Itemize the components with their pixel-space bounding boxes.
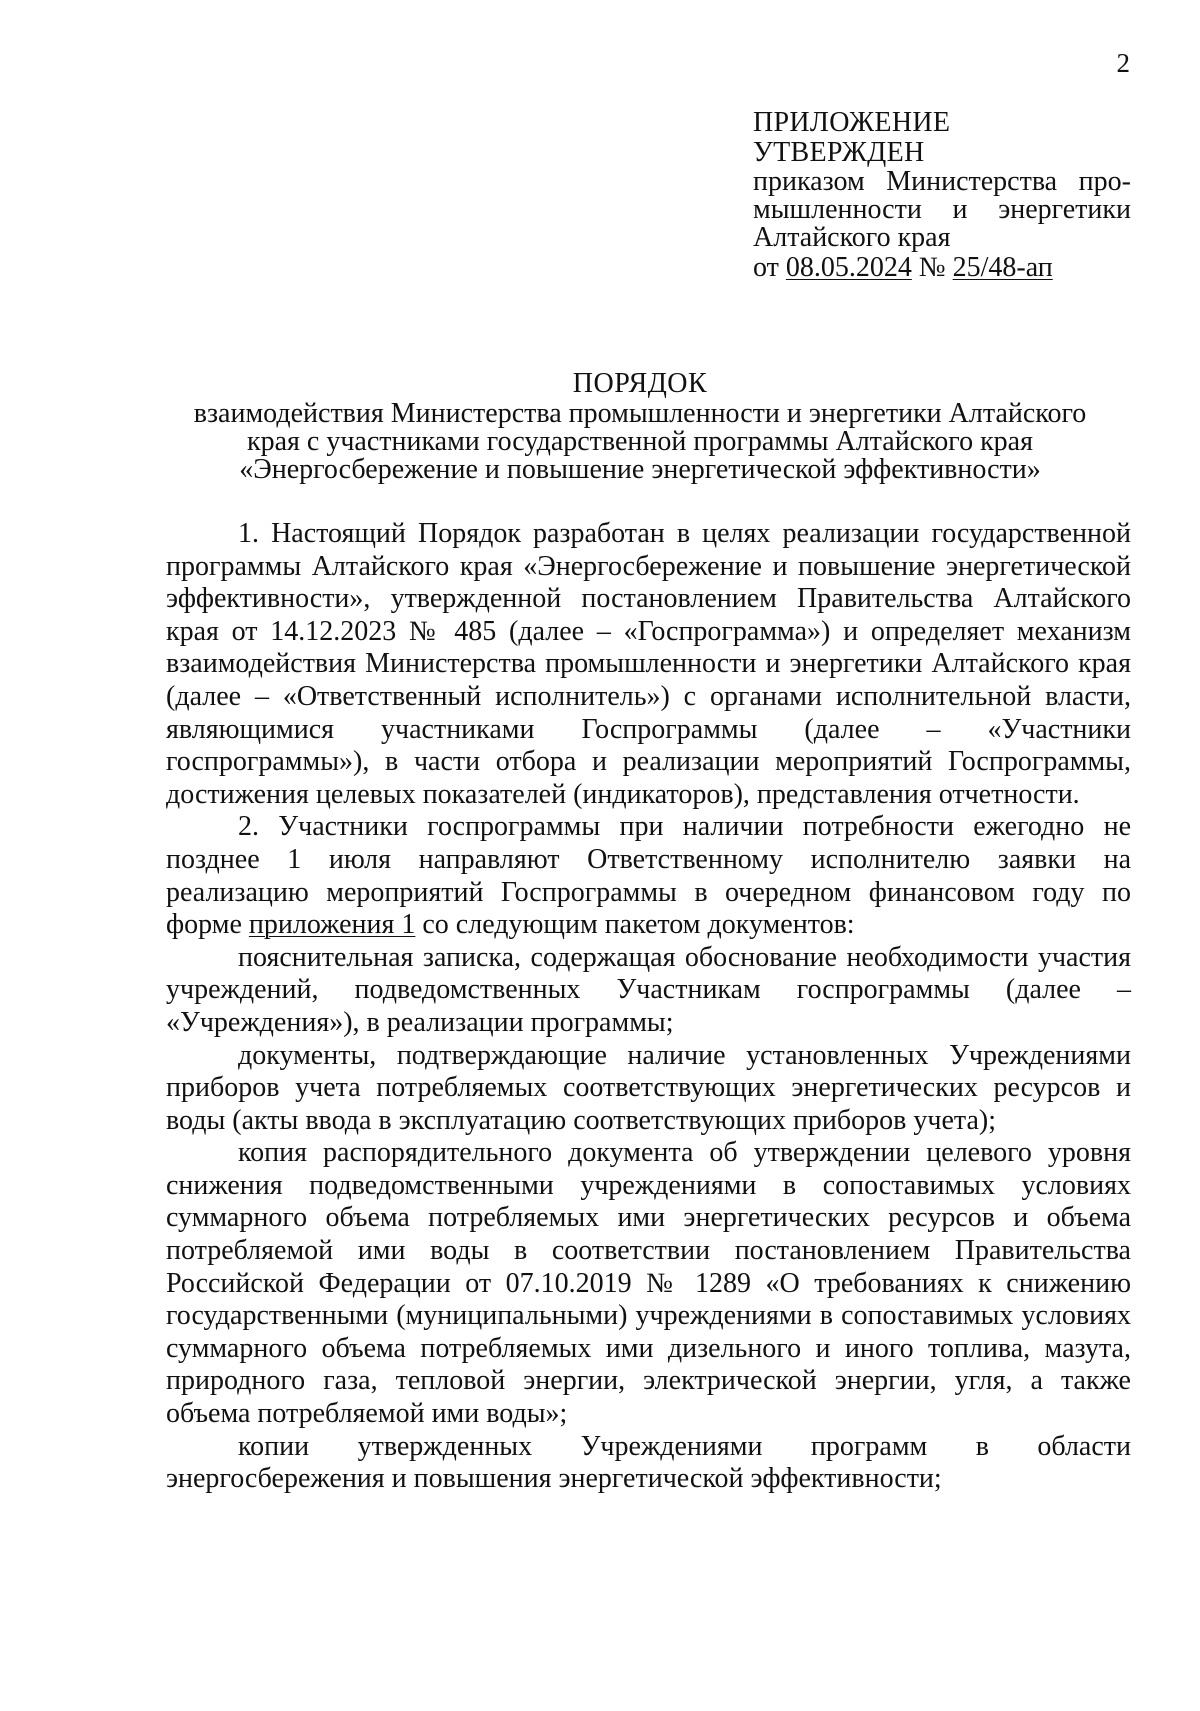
date-prefix: от [753, 252, 779, 283]
paragraph-1: 1. Настоящий Порядок разработан в целях реализации государственной программы Алтайского края «Энергосбережение и повышение энергетической эффективности», утвержденной постановлением Правительства Алтайского края от 14.12.2023 № 485 (далее – «Госпрограмма») и определяет механизм взаимодействия Министерства промышленности и энергетики Алтайского края (далее – «Ответственный исполнитель») с органами исполнительной власти, являющимися участниками Госпрограммы (далее – «Участники госпрограммы»), в части отбора и реализации мероприятий Госпрограммы, достижения целевых показателей (индикаторов), представления отчетности. [166, 518, 1131, 810]
document-subtitle-line-2: края с участниками государственной программы Алтайского края [247, 426, 1033, 457]
document-subtitle-line-1: взаимодействия Министерства промышленности и энергетики Алтайского [193, 398, 1087, 429]
approval-body [753, 168, 1131, 252]
appendix-1-link: приложения 1 [248, 909, 416, 941]
approval-block [753, 108, 1131, 284]
document-body [166, 518, 1131, 1496]
approval-number: 25/48-ап [952, 252, 1053, 283]
list-item-explanatory-note: пояснительная записка, содержащая обоснование необходимости участия учреждений, подведомственных Участникам госпрограммы (далее – «Учреждения»), в реализации программы; [166, 941, 1131, 1038]
number-sign: № [918, 252, 946, 283]
approval-body-line-3: Алтайского края [753, 222, 951, 253]
list-item-target-level-order: копия распорядительного документа об утверждении целевого уровня снижения подведомственными учреждениями в сопоставимых условиях суммарного объема потребляемых ими энергетических ресурсов и объема потребляемой ими воды в соответствии постановлением Правительства Российской Федерации от 07.10.2019 № 1289 «О требованиях к снижению государственными (муниципальными) учреждениями в сопоставимых условиях суммарного объема потребляемых ими дизельного и иного топлива, мазута, природного газа, тепловой энергии, электрической энергии, угля, а также объема потребляемой ими воды»; [166, 1137, 1131, 1430]
list-item-metering-documents: документы, подтверждающие наличие установленных Учреждениями приборов учета потребляемых соответствующих энергетических ресурсов и воды (акты ввода в эксплуатацию соответствующих приборов учета); [166, 1039, 1131, 1136]
approval-body-line-1: приказом Министерства про- [753, 166, 1131, 197]
paragraph-2-text-end: со следующим пакетом документов: [415, 909, 855, 941]
paragraph-2-text-start: 2. Участники госпрограммы при наличии потребности ежегодно не позднее 1 июля направляют Ответственному исполнителю заявки на реализацию мероприятий Госпрограммы в очередном финансовом году по форме [166, 811, 1131, 941]
approval-body-line-2: мышленности и энергетики [753, 194, 1131, 225]
paragraph-2 [166, 811, 1131, 941]
appendix-label: ПРИЛОЖЕНИЕ [753, 107, 951, 138]
page-number: 2 [1116, 48, 1130, 78]
document-subtitle-line-3: «Энергосбережение и повышение энергетической эффективности» [239, 454, 1041, 485]
approval-date: 08.05.2024 [785, 252, 912, 283]
approval-date-line [753, 252, 1131, 284]
list-item-energy-programs: копии утвержденных Учреждениями программ в области энергосбережения и повышения энергетической эффективности; [166, 1430, 1131, 1495]
approved-label: УТВЕРЖДЕН [753, 137, 925, 168]
document-title: ПОРЯДОК [572, 368, 708, 399]
title-block [150, 368, 1130, 484]
